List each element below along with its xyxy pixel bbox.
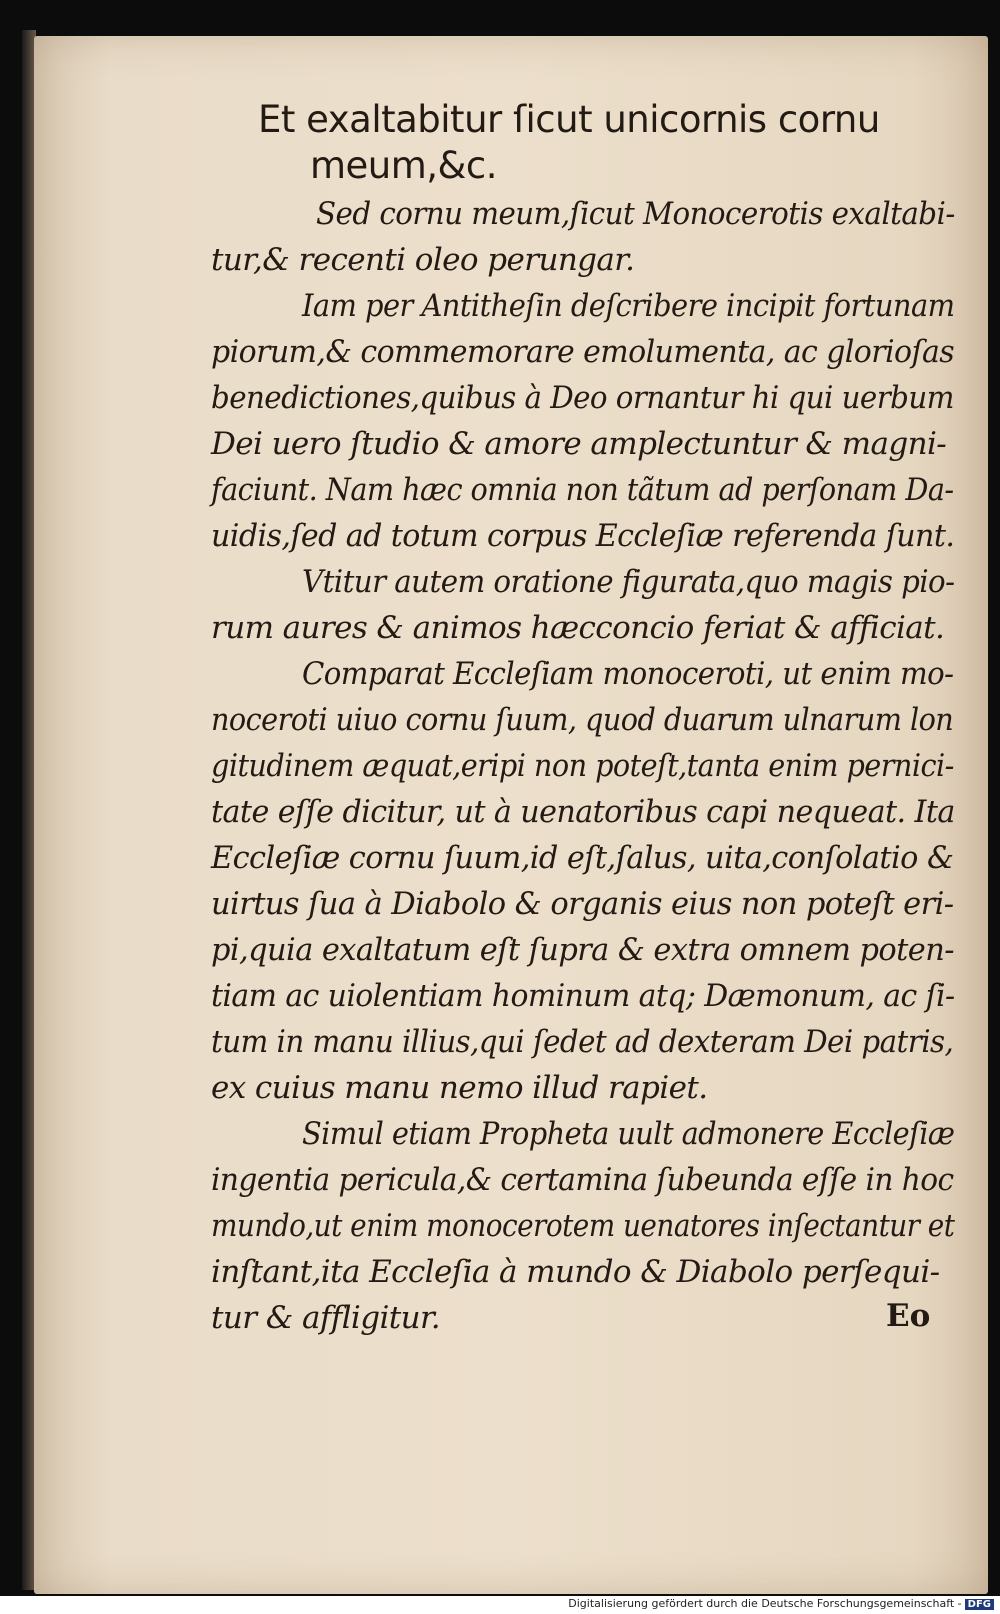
text-line: tur,& recenti oleo perungar.: [211, 242, 635, 278]
dfg-logo: DFG: [965, 1599, 994, 1610]
text-line: uidis,ſed ad totum corpus Eccleſiæ referenda ſunt.: [211, 518, 955, 554]
text-line: Vtitur autem oratione figurata,quo magis pio-: [302, 564, 955, 600]
text-line: ingentia pericula,& certamina ſubeunda eſſe in hoc: [211, 1162, 954, 1198]
catchword: Eo: [886, 1298, 931, 1334]
text-line: rum aures & animos hæcconcio feriat & afficiat.: [211, 610, 945, 646]
text-line: tate eſſe dicitur, ut à uenatoribus capi nequeat. Ita: [211, 794, 955, 830]
text-line: gitudinem æquat,eripi non poteſt,tanta enim pernici-: [211, 748, 954, 784]
text-line: ex cuius manu nemo illud rapiet.: [211, 1070, 708, 1106]
text-line: Eccleſiæ cornu ſuum,id eſt,ſalus, uita,conſolatio &: [211, 840, 954, 876]
credit-text: Digitalisierung gefördert durch die Deutsche Forschungsgemeinschaft -: [568, 1597, 962, 1610]
text-line: noceroti uiuo cornu ſuum, quod duarum ulnarum lon: [211, 702, 954, 738]
book-page: [34, 36, 988, 1594]
text-line: tiam ac uiolentiam hominum atq; Dæmonum, ac ſi-: [211, 978, 955, 1014]
text-line: tum in manu illius,qui ſedet ad dexteram Dei patris,: [211, 1024, 954, 1060]
heading-line-1: Et exaltabitur ſicut unicornis cornu: [258, 98, 880, 141]
text-line: Comparat Eccleſiam monoceroti, ut enim mo-: [302, 656, 954, 692]
text-line: piorum,& commemorare emolumenta, ac glorioſas: [211, 334, 955, 370]
text-line: Simul etiam Propheta uult admonere Eccleſiæ: [302, 1116, 955, 1152]
text-line: faciunt. Nam hæc omnia non tãtum ad perſonam Da-: [211, 472, 954, 508]
heading-line-2: meum,&c.: [310, 144, 498, 187]
text-line: Dei uero ſtudio & amore amplectuntur & magni-: [211, 426, 947, 462]
page-text: [34, 36, 988, 1594]
digitization-credit: [568, 1597, 994, 1610]
text-line: uirtus ſua à Diabolo & organis eius non poteſt eri-: [211, 886, 954, 922]
text-line: Iam per Antitheſin deſcribere incipit fortunam: [302, 288, 955, 324]
text-line: Sed cornu meum,ſicut Monocerotis exaltabi-: [316, 196, 955, 232]
text-line: pi,quia exaltatum eſt ſupra & extra omnem poten-: [211, 932, 954, 968]
text-line: benedictiones,quibus à Deo ornantur hi qui uerbum: [211, 380, 954, 416]
text-line: mundo,ut enim monocerotem uenatores inſectantur et: [211, 1208, 955, 1244]
text-line: inſtant,ita Eccleſia à mundo & Diabolo perſequi-: [211, 1254, 940, 1290]
text-line: tur & affligitur.: [211, 1300, 441, 1336]
